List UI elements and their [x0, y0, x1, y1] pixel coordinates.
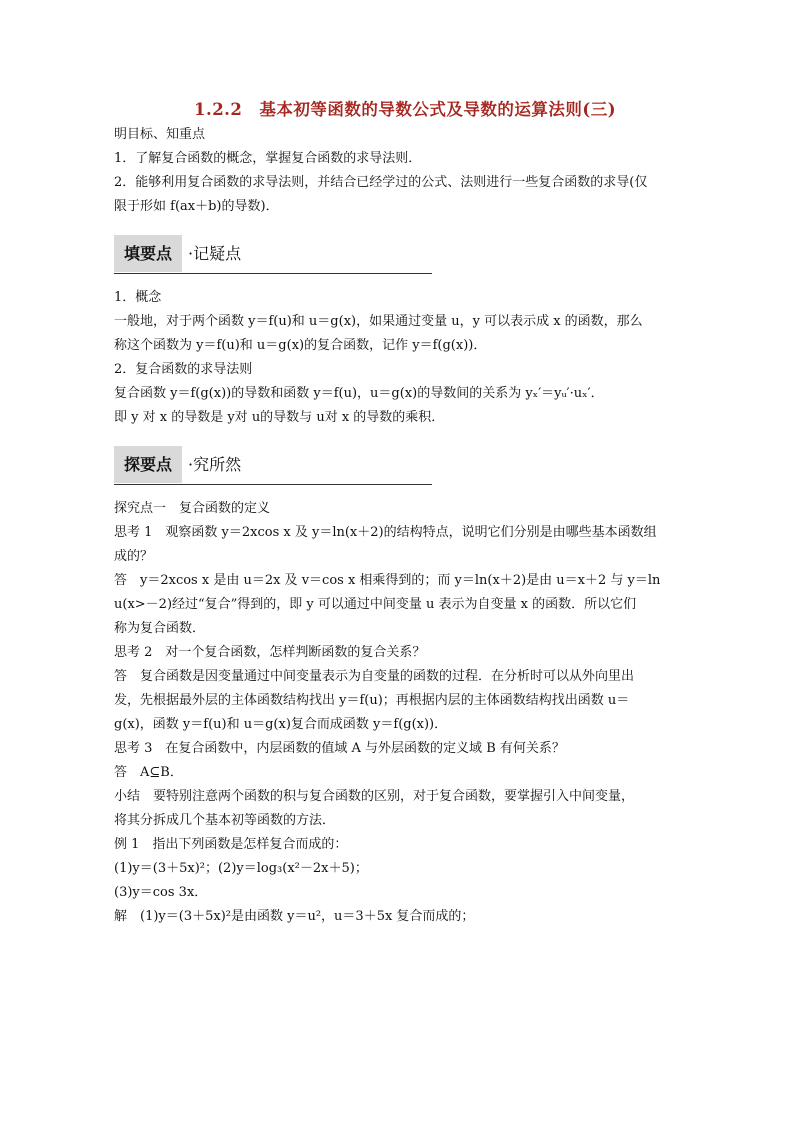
explore-line: 答 复合函数是因变量通过中间变量表示为自变量的函数的过程．在分析时可以从外向里出 [114, 669, 635, 684]
explore-line: 解 (1)y＝(3＋5x)²是由函数 y＝u²，u＝3＋5x 复合而成的； [114, 909, 475, 924]
document-page [114, 98, 684, 929]
explore-line: 例 1 指出下列函数是怎样复合而成的： [114, 837, 348, 852]
section-subtitle: ·究所然 [188, 455, 242, 474]
page-title: 1.2.2 基本初等函数的导数公式及导数的运算法则(三) [193, 100, 617, 119]
concept-line: 一般地，对于两个函数 y＝f(u)和 u＝g(x)，如果通过变量 u，y 可以表示成 x 的函数，那么 [114, 314, 643, 329]
concept-line: 2．复合函数的求导法则 [114, 362, 253, 377]
goal-item: 2．能够利用复合函数的求导法则，并结合已经学过的公式、法则进行一些复合函数的求导(仅 [114, 175, 648, 190]
explore-line: 小结 要特别注意两个函数的积与复合函数的区别，对于复合函数，要掌握引入中间变量， [114, 789, 635, 804]
explore-line: 答 A⊆B． [114, 765, 183, 780]
explore-line: 成的？ [114, 549, 154, 564]
explore-line: 思考 2 对一个复合函数，怎样判断函数的复合关系？ [114, 645, 426, 660]
section-subtitle: ·记疑点 [188, 244, 242, 263]
explore-line: (3)y＝cos 3x． [114, 885, 208, 900]
section-header-explore [114, 446, 432, 485]
section-header-fill [114, 235, 432, 274]
concept-line: 复合函数 y＝f(g(x))的导数和函数 y＝f(u)，u＝g(x)的导数间的关系为 yₓ′＝yᵤ′·uₓ′． [114, 386, 604, 401]
concept-line: 即 y 对 x 的导数是 y对 u的导数与 u对 x 的导数的乘积． [114, 410, 445, 425]
concept-line: 1．概念 [114, 290, 162, 305]
explore-line: u(x>－2)经过“复合”得到的，即 y 可以通过中间变量 u 表示为自变量 x 的函数．所以它们 [114, 597, 637, 612]
goal-item: 1．了解复合函数的概念，掌握复合函数的求导法则． [114, 151, 422, 166]
explore-line: 称为复合函数． [114, 621, 206, 636]
goal-item: 限于形如 f(ax＋b)的导数)． [114, 199, 279, 214]
explore-line: 发，先根据最外层的主体函数结构找出 y＝f(u)；再根据内层的主体函数结构找出函数 u＝ [114, 693, 630, 708]
explore-line: 思考 1 观察函数 y＝2xcos x 及 y＝ln(x＋2)的结构特点，说明它们分别是由哪些基本函数组 [114, 525, 657, 540]
section-tab-label: 探要点 [114, 446, 182, 483]
explore-line: 思考 3 在复合函数中，内层函数的值域 A 与外层函数的定义域 B 有何关系？ [114, 741, 565, 756]
explore-line: 答 y＝2xcos x 是由 u＝2x 及 v＝cos x 相乘得到的；而 y＝ln(x＋2)是由 u＝x＋2 与 y＝ln [114, 573, 661, 588]
concept-line: 称这个函数为 y＝f(u)和 u＝g(x)的复合函数，记作 y＝f(g(x))． [114, 338, 487, 353]
explore-line: g(x)，函数 y＝f(u)和 u＝g(x)复合而成函数 y＝f(g(x))． [114, 717, 448, 732]
explore-line: (1)y＝(3＋5x)²；(2)y＝log₃(x²－2x＋5)； [114, 861, 368, 876]
explore-line: 探究点一 复合函数的定义 [114, 501, 271, 516]
section-tab-label: 填要点 [114, 235, 182, 272]
explore-line: 将其分拆成几个基本初等函数的方法． [114, 813, 336, 828]
goals-heading: 明目标、知重点 [114, 127, 206, 142]
